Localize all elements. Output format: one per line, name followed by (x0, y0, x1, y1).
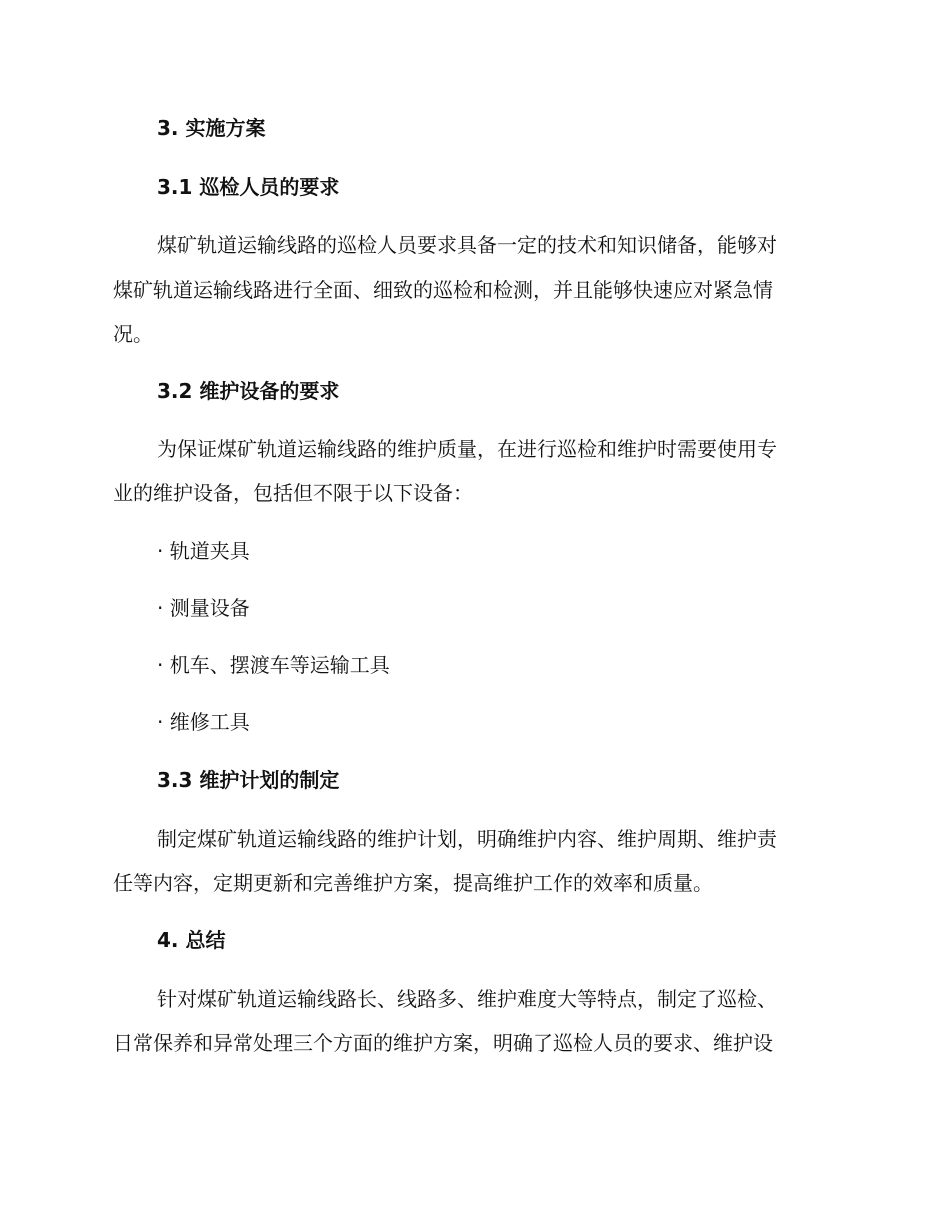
section-3-3-paragraph-line-1: 制定煤矿轨道运输线路的维护计划，明确维护内容、维护周期、维护责 (157, 827, 777, 851)
section-3-2-paragraph-line-1: 为保证煤矿轨道运输线路的维护质量，在进行巡检和维护时需要使用专 (157, 437, 777, 461)
section-4-heading: 4. 总结 (157, 928, 226, 952)
section-4-paragraph-line-2: 日常保养和异常处理三个方面的维护方案，明确了巡检人员的要求、维护设 (113, 1031, 773, 1055)
section-3-1-paragraph-line-3: 况。 (113, 322, 153, 346)
section-3-1-heading: 3.1 巡检人员的要求 (157, 175, 340, 199)
section-3-2-paragraph-line-2: 业的维护设备，包括但不限于以下设备： (113, 481, 473, 505)
section-3-1-paragraph-line-1: 煤矿轨道运输线路的巡检人员要求具备一定的技术和知识储备，能够对 (157, 233, 777, 257)
section-3-3-paragraph-line-2: 任等内容，定期更新和完善维护方案，提高维护工作的效率和质量。 (113, 871, 713, 895)
section-4-paragraph-line-1: 针对煤矿轨道运输线路长、线路多、维护难度大等特点，制定了巡检、 (157, 987, 777, 1011)
list-item: · 测量设备 (157, 596, 250, 620)
list-item: · 机车、摆渡车等运输工具 (157, 653, 390, 677)
section-3-3-heading: 3.3 维护计划的制定 (157, 768, 340, 792)
list-item: · 轨道夹具 (157, 539, 250, 563)
section-3-1-paragraph-line-2: 煤矿轨道运输线路进行全面、细致的巡检和检测，并且能够快速应对紧急情 (113, 278, 773, 302)
section-3-heading: 3. 实施方案 (157, 116, 266, 140)
section-3-2-heading: 3.2 维护设备的要求 (157, 379, 340, 403)
list-item: · 维修工具 (157, 710, 250, 734)
